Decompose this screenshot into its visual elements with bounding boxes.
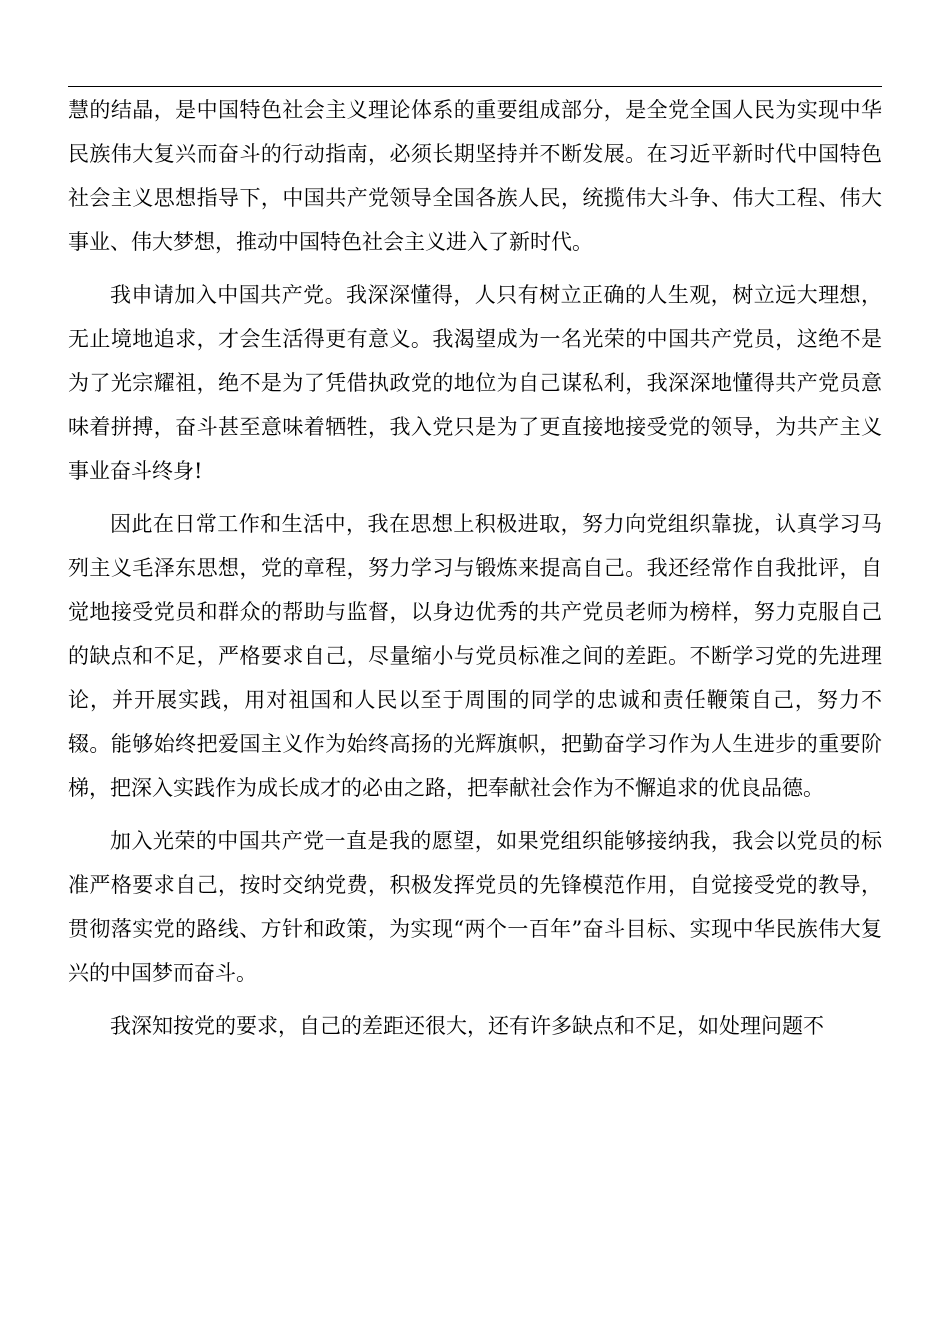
- paragraph-5: 我深知按党的要求，自己的差距还很大，还有许多缺点和不足，如处理问题不: [110, 1014, 824, 1038]
- header-rule: [68, 86, 882, 87]
- paragraph-3: 因此在日常工作和生活中，我在思想上积极进取，努力向党组织靠拢，认真学习马列主义毛泽东思想，党的章程，努力学习与锻炼来提高自己。我还经常作自我批评，自觉地接受党员和群众的帮助与监督，以身边优秀的共产党员老师为榜样，努力克服自己的缺点和不足，严格要求自己，尽量缩小与党员标准之间的差距。不断学习党的先进理论，并开展实践，用对祖国和人民以至于周围的同学的忠诚和责任鞭策自己，努力不辍。能够始终把爱国主义作为始终高扬的光辉旗帜，把勤奋学习作为人生进步的重要阶梯，把深入实践作为成长成才的必由之路，把奉献社会作为不懈追求的优良品德。: [68, 512, 882, 800]
- document-body: [68, 88, 882, 1048]
- paragraph-1: 慧的结晶，是中国特色社会主义理论体系的重要组成部分，是全党全国人民为实现中华民族伟大复兴而奋斗的行动指南，必须长期坚持并不断发展。在习近平新时代中国特色社会主义思想指导下，中国共产党领导全国各族人民，统揽伟大斗争、伟大工程、伟大事业、伟大梦想，推动中国特色社会主义进入了新时代。: [68, 98, 882, 254]
- paragraph-4: 加入光荣的中国共产党一直是我的愿望，如果党组织能够接纳我，我会以党员的标准严格要求自己，按时交纳党费，积极发挥党员的先锋模范作用，自觉接受党的教导，贯彻落实党的路线、方针和政策，为实现“两个一百年”奋斗目标、实现中华民族伟大复兴的中国梦而奋斗。: [68, 829, 882, 985]
- paragraph-2: 我申请加入中国共产党。我深深懂得，人只有树立正确的人生观，树立远大理想，无止境地追求，才会生活得更有意义。我渴望成为一名光荣的中国共产党员，这绝不是为了光宗耀祖，绝不是为了凭借执政党的地位为自己谋私利，我深深地懂得共产党员意味着拼搏，奋斗甚至意味着牺牲，我入党只是为了更直接地接受党的领导，为共产主义事业奋斗终身!: [68, 283, 882, 483]
